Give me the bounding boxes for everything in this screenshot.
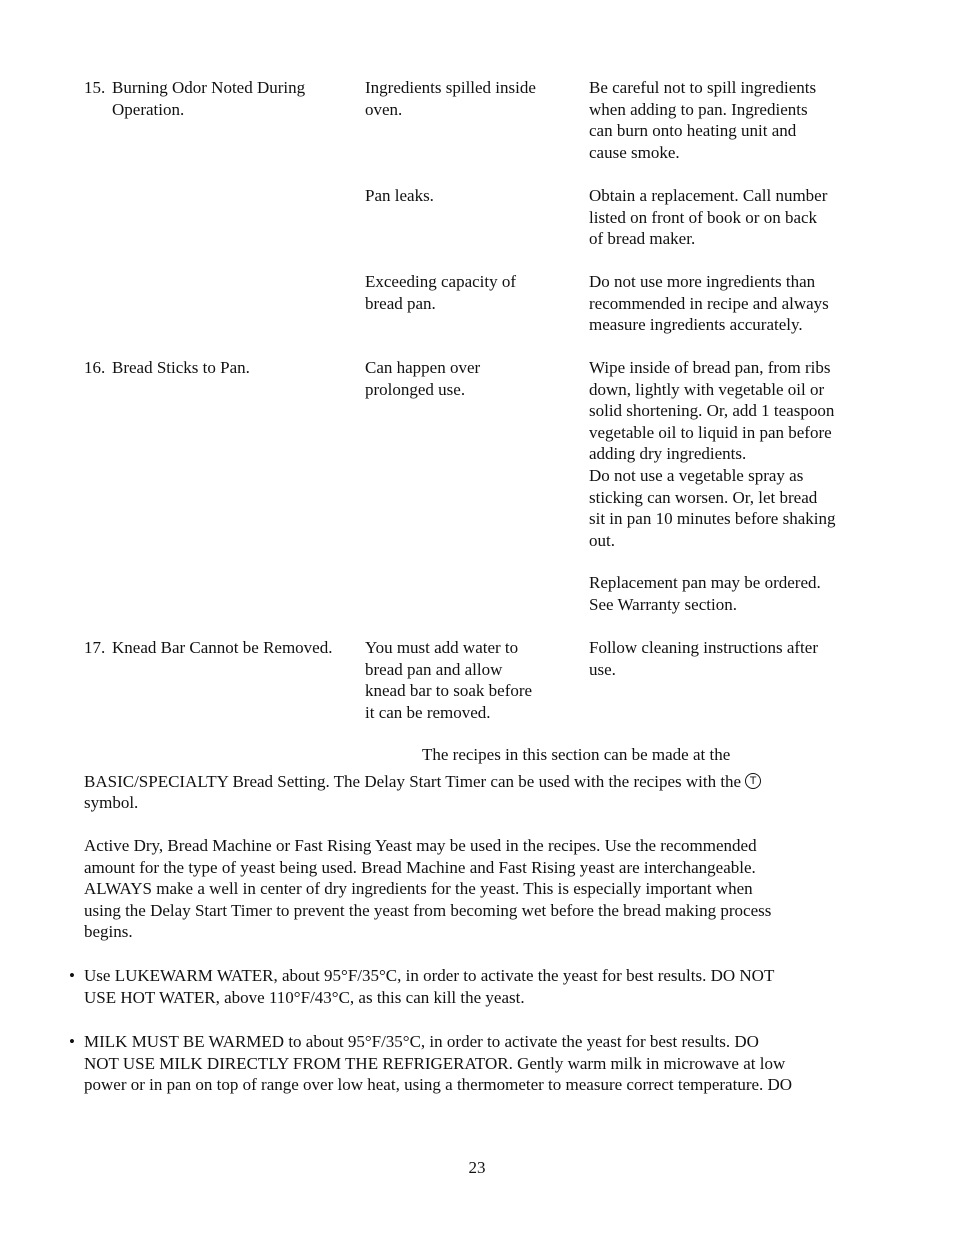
cause-line: it can be removed.: [365, 702, 491, 722]
cause-15a: [365, 77, 575, 120]
cause-line: Ingredients spilled inside: [365, 78, 536, 97]
cause-line: prolonged use.: [365, 379, 466, 399]
solution-line: Be careful not to spill ingredients: [589, 78, 817, 97]
problem-15: [84, 77, 359, 120]
solution-16: [589, 357, 874, 551]
cause-16: [365, 357, 575, 400]
cause-line: knead bar to soak before: [365, 681, 533, 701]
problem-number: 15.: [84, 78, 106, 97]
problem-text: Burning Odor Noted During: [112, 78, 306, 97]
problem-number: 17.: [84, 638, 106, 657]
problem-16: [84, 357, 359, 379]
cause-line: Exceeding capacity of: [365, 272, 517, 291]
solution-line: use.: [589, 659, 616, 679]
solution-line: sit in pan 10 minutes before shaking: [589, 509, 836, 529]
solution-15c: [589, 271, 874, 336]
cause-17: [365, 637, 575, 723]
intro-line: BASIC/SPECIALTY Bread Setting. The Delay Start Timer can be used with the recipes with the: [84, 771, 742, 791]
solution-15a: [589, 77, 874, 163]
solution-line: Obtain a replacement. Call number: [589, 186, 828, 205]
cause-line: oven.: [365, 99, 403, 119]
solution-line: Do not use more ingredients than: [589, 272, 816, 291]
solution-line: out.: [589, 530, 615, 550]
page-number: 23: [468, 1158, 486, 1177]
cause-15c: [365, 271, 575, 314]
solution-line: Wipe inside of bread pan, from ribs: [589, 358, 831, 377]
paragraph-line: using the Delay Start Timer to prevent the yeast from becoming wet before the bread making process: [84, 900, 772, 920]
paragraph-line: ALWAYS make a well in center of dry ingredients for the yeast. This is especially important when: [84, 879, 753, 899]
solution-line: listed on front of book or on back: [589, 207, 818, 227]
solution-line: Do not use a vegetable spray as: [589, 465, 804, 485]
intro-paragraph: [84, 744, 874, 814]
problem-text: Knead Bar Cannot be Removed.: [112, 638, 333, 657]
solution-line: Replacement pan may be ordered.: [589, 573, 821, 592]
problem-17: [84, 637, 364, 659]
solution-line: when adding to pan. Ingredients: [589, 99, 808, 119]
solution-line: sticking can worsen. Or, let bread: [589, 487, 818, 507]
solution-line: down, lightly with vegetable oil or: [589, 379, 825, 399]
bullet-icon: •: [69, 966, 75, 985]
bullet-line: USE HOT WATER, above 110°F/43°C, as this can kill the yeast.: [84, 987, 525, 1007]
cause-line: bread pan and allow: [365, 659, 503, 679]
solution-line: can burn onto heating unit and: [589, 121, 797, 141]
cause-line: Pan leaks.: [365, 186, 434, 205]
intro-line: The recipes in this section can be made at the: [422, 745, 731, 764]
solution-line: vegetable oil to liquid in pan before: [589, 422, 832, 442]
bullet-line: Use LUKEWARM WATER, about 95°F/35°C, in order to activate the yeast for best results. DO NOT: [84, 966, 775, 985]
solution-line: of bread maker.: [589, 229, 696, 249]
solution-line: Follow cleaning instructions after: [589, 638, 818, 657]
cause-line: You must add water to: [365, 638, 519, 657]
solution-17: [589, 637, 874, 680]
problem-number: 16.: [84, 358, 106, 377]
solution-line: solid shortening. Or, add 1 teaspoon: [589, 401, 835, 421]
cause-15b: [365, 185, 575, 207]
cause-line: Can happen over: [365, 358, 481, 377]
bullet-text: [84, 965, 874, 1008]
solution-line: cause smoke.: [589, 142, 680, 162]
solution-line: recommended in recipe and always: [589, 293, 829, 313]
solution-line: See Warranty section.: [589, 594, 737, 614]
cause-line: bread pan.: [365, 293, 436, 313]
solution-line: adding dry ingredients.: [589, 444, 747, 464]
bullet-text: [84, 1031, 874, 1096]
bullet-line: NOT USE MILK DIRECTLY FROM THE REFRIGERATOR. Gently warm milk in microwave at low: [84, 1053, 786, 1073]
bullet-line: power or in pan on top of range over low heat, using a thermometer to measure correct temperature. DO: [84, 1075, 793, 1095]
solution-line: measure ingredients accurately.: [589, 315, 803, 335]
problem-text: Operation.: [112, 99, 185, 119]
paragraph-line: begins.: [84, 922, 133, 942]
problem-text: Bread Sticks to Pan.: [112, 358, 250, 377]
intro-line: symbol.: [84, 793, 139, 813]
paragraph-line: amount for the type of yeast being used. Bread Machine and Fast Rising yeast are interchangeable.: [84, 857, 756, 877]
bullet-icon: •: [69, 1032, 75, 1051]
solution-15b: [589, 185, 874, 250]
solution-16-extra: [589, 572, 874, 615]
bullet-line: MILK MUST BE WARMED to about 95°F/35°C, in order to activate the yeast for best results. DO: [84, 1032, 759, 1051]
yeast-paragraph: [84, 835, 874, 943]
paragraph-line: Active Dry, Bread Machine or Fast Rising Yeast may be used in the recipes. Use the recommended: [84, 836, 757, 855]
timer-icon: T: [745, 773, 761, 789]
